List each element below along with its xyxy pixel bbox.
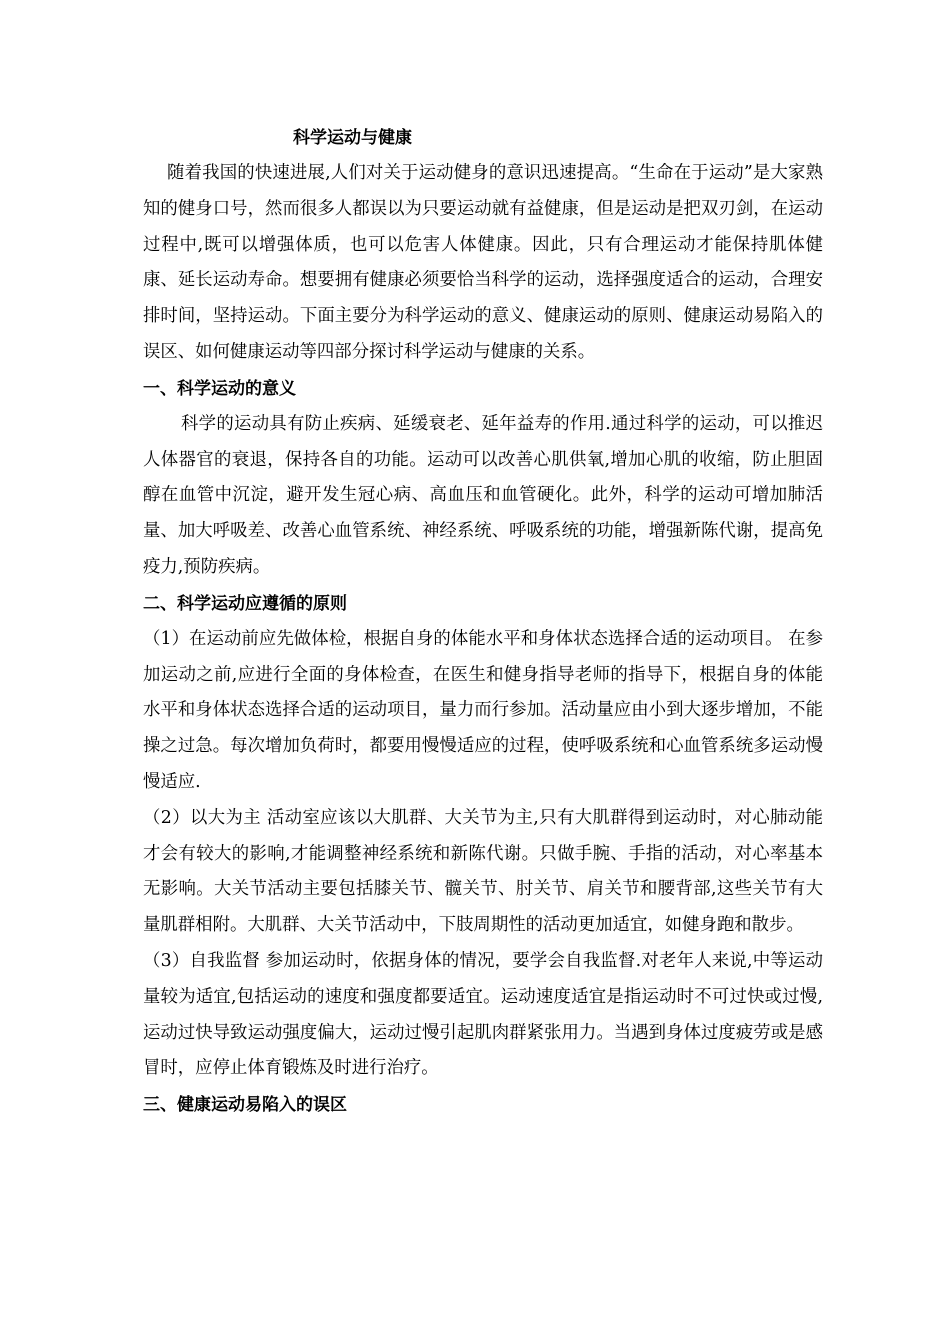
principle-item-2: （2）以大为主 活动室应该以大肌群、大关节为主,只有大肌群得到运动时，对心肺动能才会有较大的影响,才能调整神经系统和新陈代谢。只做手腕、手指的活动，对心率基本无影响。大关节活动主要包括膝关节、髋关节、肘关节、肩关节和腰背部,这些关节有大量肌群相附。大肌群、大关节活动中，下肢周期性的活动更加适宜，如健身跑和散步。 [143, 807, 823, 936]
section-body-significance: 科学的运动具有防止疾病、延缓衰老、延年益寿的作用.通过科学的运动，可以推迟人体器官的衰退，保持各自的功能。运动可以改善心肌供氧,增加心肌的收缩，防止胆固醇在血管中沉淀，避开发生冠心病、高血压和血管硬化。此外，科学的运动可增加肺活量、加大呼吸差、改善心血管系统、神经系统、呼吸系统的功能，增强新陈代谢，提高免疫力,预防疾病。 [143, 413, 823, 577]
principle-item-3: （3）自我监督 参加运动时，依据身体的情况，要学会自我监督.对老年人来说,中等运动量较为适宜,包括运动的速度和强度都要适宜。运动速度适宜是指运动时不可过快或过慢,运动过快导致运动强度偏大，运动过慢引起肌肉群紧张用力。当遇到身体过度疲劳或是感冒时，应停止体育锻炼及时进行治疗。 [143, 950, 823, 1079]
document-content [143, 120, 823, 1123]
document-title: 科学运动与健康 [293, 128, 412, 148]
intro-paragraph: 随着我国的快速进展,人们对关于运动健身的意识迅速提高。“生命在于运动”是大家熟知的健身口号，然而很多人都误以为只要运动就有益健康，但是运动是把双刃剑，在运动过程中,既可以增强体质，也可以危害人体健康。因此，只有合理运动才能保持肌体健康、延长运动寿命。想要拥有健康必须要恰当科学的运动，选择强度适合的运动，合理安排时间，坚持运动。下面主要分为科学运动的意义、健康运动的原则、健康运动易陷入的误区、如何健康运动等四部分探讨科学运动与健康的关系。 [143, 163, 823, 362]
section-heading-significance: 一、科学运动的意义 [143, 378, 296, 399]
section-heading-misconceptions: 三、健康运动易陷入的误区 [143, 1095, 347, 1116]
principle-item-1: （1）在运动前应先做体检，根据自身的体能水平和身体状态选择合适的运动项目。 在参加运动之前,应进行全面的身体检查，在医生和健身指导老师的指导下，根据自身的体能水平和身体状态选择合适的运动项目，量力而行参加。活动量应由小到大逐步增加，不能操之过急。每次增加负荷时，都要用慢慢适应的过程，使呼吸系统和心血管系统多运动慢慢适应. [143, 628, 823, 792]
section-heading-principles: 二、科学运动应遵循的原则 [143, 593, 347, 614]
